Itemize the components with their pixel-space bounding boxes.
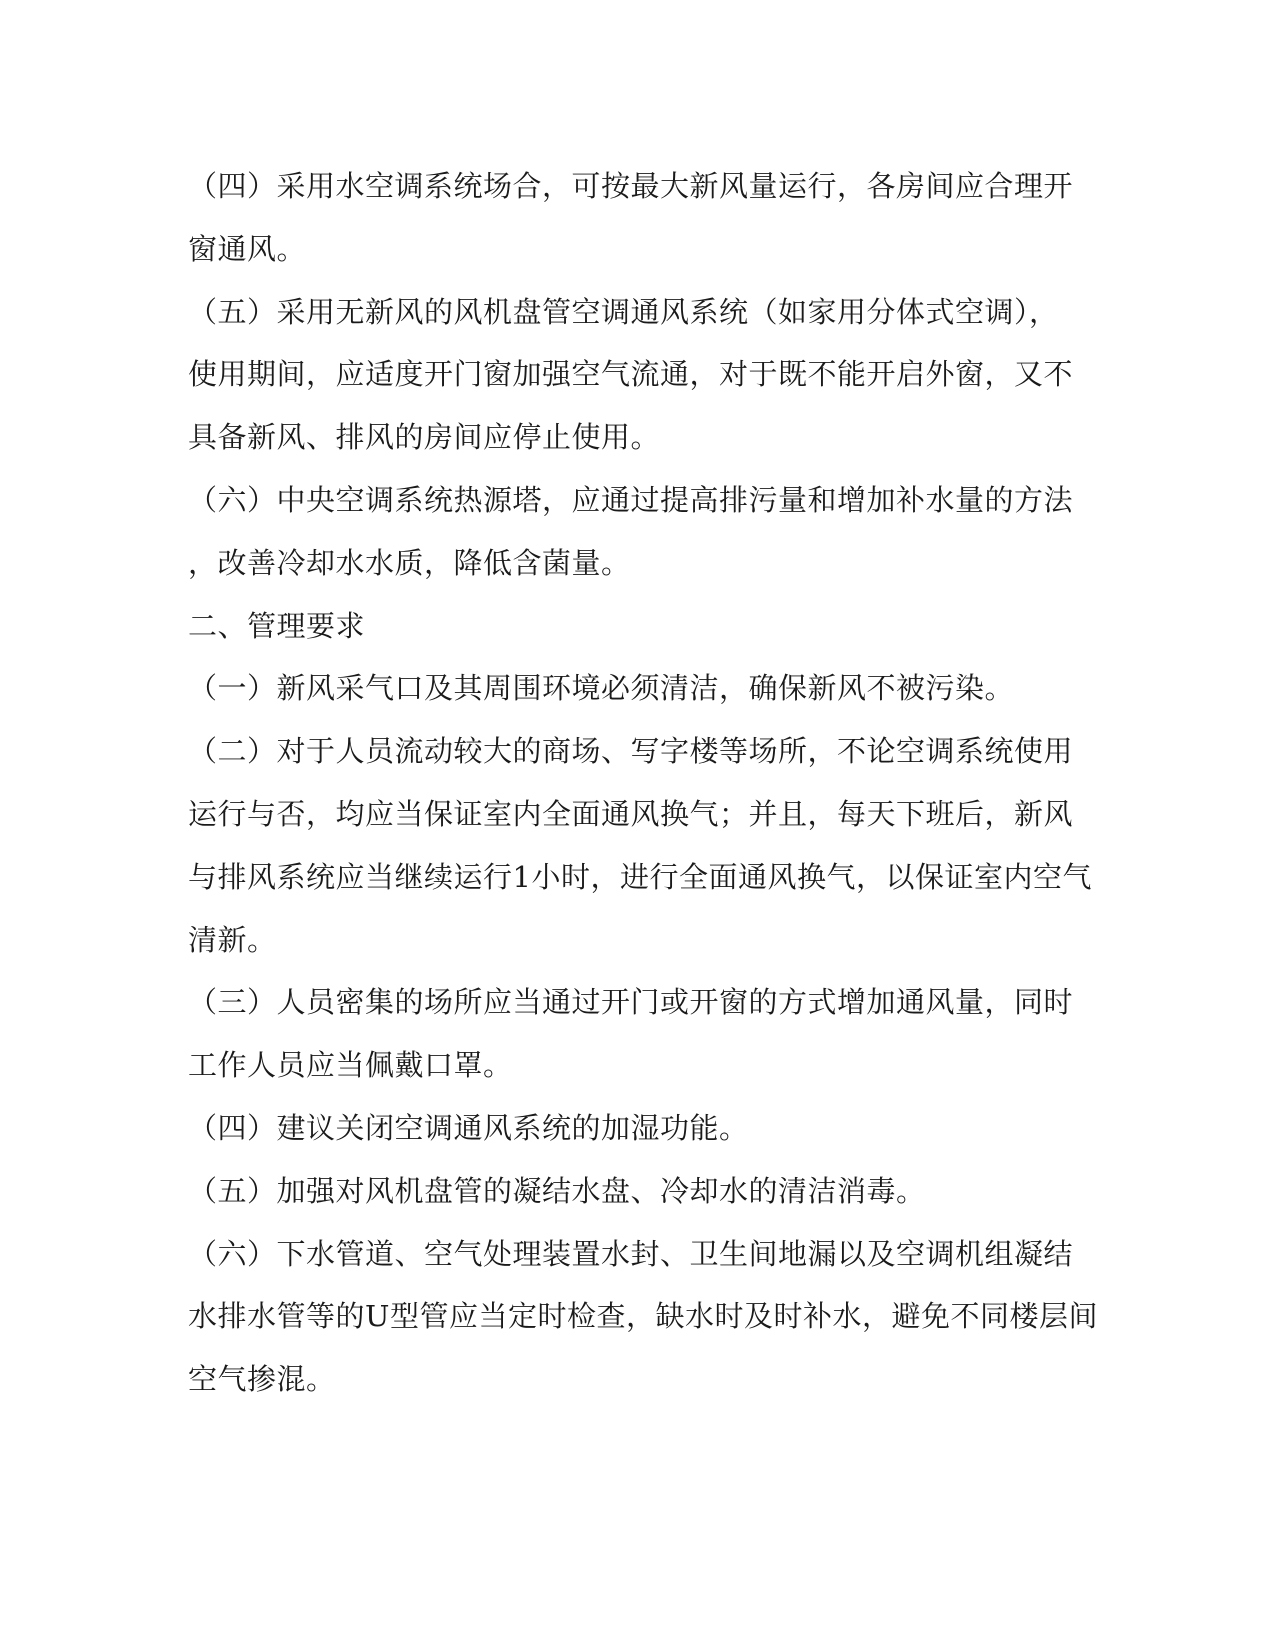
document-body [188,155,1098,1411]
text-line: 空气掺混。 [188,1362,336,1397]
text-line: （四）建议关闭空调通风系统的加湿功能。 [188,1110,749,1145]
text-line: 使用期间，应适度开门窗加强空气流通，对于既不能开启外窗，又不 [188,357,1074,392]
text-line: （一）新风采气口及其周围环境必须清洁，确保新风不被污染。 [188,671,1015,706]
text-line: 清新。 [188,922,277,957]
text-line: （二）对于人员流动较大的商场、写字楼等场所，不论空调系统使用 [188,734,1074,769]
section-heading: 二、管理要求 [188,608,366,643]
text-line: 与排风系统应当继续运行1小时，进行全面通风换气，以保证室内空气 [188,859,1092,894]
text-line: ，改善冷却水水质，降低含菌量。 [188,545,631,580]
text-line: 具备新风、排风的房间应停止使用。 [188,420,661,455]
text-line: （四）采用水空调系统场合，可按最大新风量运行，各房间应合理开 [188,169,1074,203]
text-line: 水排水管等的U型管应当定时检查，缺水时及时补水，避免不同楼层间 [188,1299,1098,1334]
text-line: （五）采用无新风的风机盘管空调通风系统（如家用分体式空调）， [188,294,1059,329]
text-line: （三）人员密集的场所应当通过开门或开窗的方式增加通风量，同时 [188,985,1074,1020]
text-line: 窗通风。 [188,231,307,266]
text-line: （六）中央空调系统热源塔，应通过提高排污量和增加补水量的方法 [188,482,1074,517]
text-line: 运行与否，均应当保证室内全面通风换气；并且，每天下班后，新风 [188,796,1074,831]
text-line: 工作人员应当佩戴口罩。 [188,1048,513,1083]
text-line: （六）下水管道、空气处理装置水封、卫生间地漏以及空调机组凝结 [188,1236,1074,1271]
text-line: （五）加强对风机盘管的凝结水盘、冷却水的清洁消毒。 [188,1173,926,1208]
